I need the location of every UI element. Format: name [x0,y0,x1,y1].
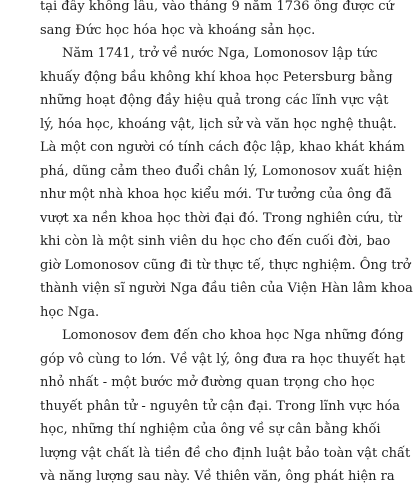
text-line-21: và năng lượng sau này. Về thiên văn, ông phát hiện ra [40,469,395,484]
text-line-13: thành viện sĩ người Nga đầu tiên của Viện Hàn lâm khoa [40,281,413,296]
text-line-8: phá, dũng cảm theo đuổi chân lý, Lomonosov xuất hiện [40,163,403,179]
text-line-6: lý, hóa học, khoáng vật, lịch sử và văn học nghệ thuật. [40,116,397,132]
text-line-16: góp vô cùng to lớn. Về vật lý, ông đưa ra học thuyết hạt [40,351,406,367]
text-line-1: tại đây không lâu, vào tháng 9 năm 1736 ông được cử [40,0,394,14]
text-line-12: giờ Lomonosov cũng đi từ thực tế, thực nghiệm. Ông trở [40,257,411,273]
body-text [40,0,413,489]
text-line-14: học Nga. [40,304,100,320]
text-line-19: học, những thí nghiệm của ông về sự cân bằng khối [40,422,381,437]
text-line-18: thuyết phân tử - nguyên tử cận đại. Trong lĩnh vực hóa [40,398,401,414]
text-line-4: khuấy động bầu không khí khoa học Petersburg bằng [40,69,393,85]
text-line-10: vượt xa nền khoa học thời đại đó. Trong nghiên cứu, từ [40,210,402,226]
text-line-9: như một nhà khoa học kiểu mới. Tư tưởng của ông đã [40,187,392,202]
text-line-20: lượng vật chất là tiền đề cho định luật bảo toàn vật chất [40,445,411,461]
text-line-17: nhỏ nhất - một bước mở đường quan trọng cho học [40,375,375,390]
text-line-7: Là một con người có tính cách độc lập, khao khát khám [40,140,405,155]
text-line-3: Năm 1741, trở về nước Nga, Lomonosov lập tức [62,46,378,61]
text-line-5: những hoạt động đầy hiệu quả trong các lĩnh vực vật [40,93,389,108]
text-line-2: sang Đức học hóa học và khoáng sản học. [40,22,316,38]
text-line-11: khi còn là một sinh viên du học cho đến cuối đời, bao [40,234,391,249]
text-line-15: Lomonosov đem đến cho khoa học Nga những đóng [62,328,404,343]
